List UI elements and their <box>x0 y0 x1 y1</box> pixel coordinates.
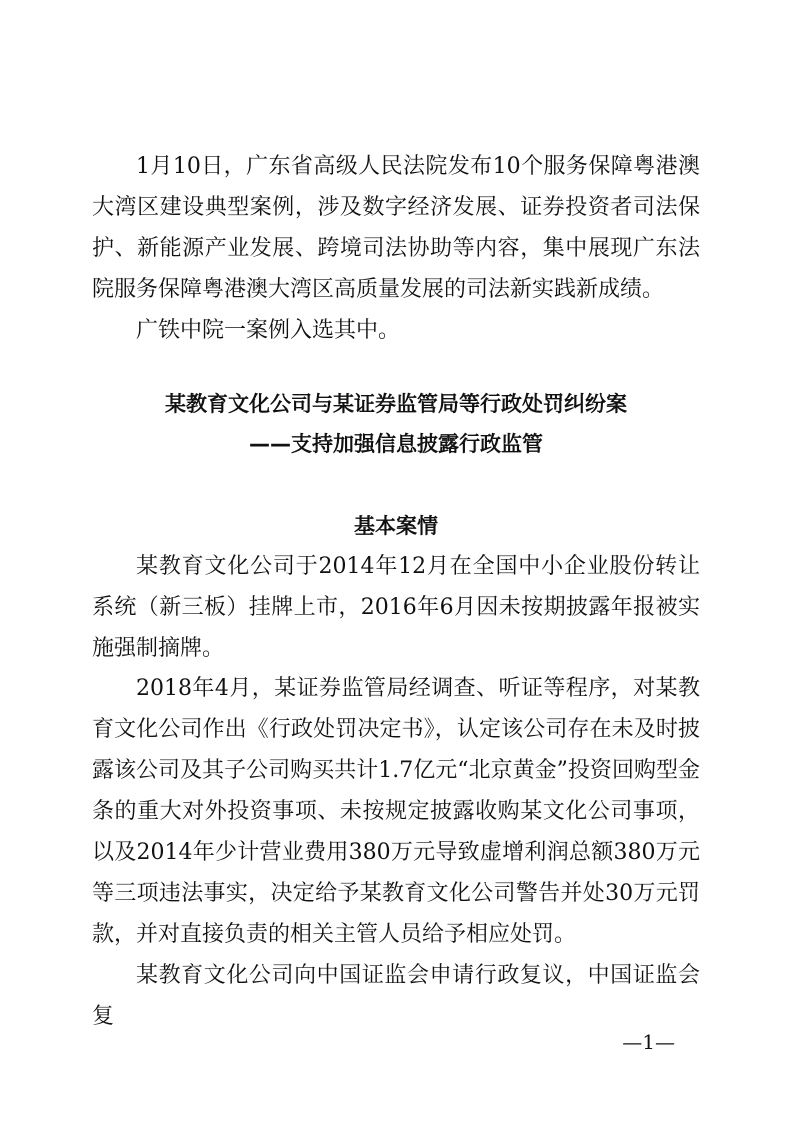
case-subtitle: ——支持加强信息披露行政监管 <box>249 432 543 456</box>
page-number: —1— <box>622 1030 675 1054</box>
body-paragraph-1: 某教育文化公司于2014年12月在全国中小企业股份转让系统（新三板）挂牌上市，2016年6月因未按期披露年报被实施强制摘牌。 <box>92 554 700 661</box>
intro-paragraph-1: 1月10日，广东省高级人民法院发布10个服务保障粤港澳大湾区建设典型案例，涉及数字经济发展、证券投资者司法保护、新能源产业发展、跨境司法协助等内容，集中展现广东法院服务保障粤港澳大湾区高质量发展的司法新实践新成绩。 <box>92 154 700 302</box>
intro-paragraph-2: 广铁中院一案例入选其中。 <box>136 318 401 343</box>
section-heading: 基本案情 <box>354 514 438 538</box>
case-title: 某教育文化公司与某证券监管局等行政处罚纠纷案 <box>165 392 627 416</box>
body-paragraph-2: 2018年4月，某证券监管局经调查、听证等程序，对某教育文化公司作出《行政处罚决定书》，认定该公司存在未及时披露该公司及其子公司购买共计1.7亿元“北京黄金”投资回购型金条的重大对外投资事项、未按规定披露收购某文化公司事项，以及2014年少计营业费用380万元导致虚增利润总额380万元等三项违法事实，决定给予某教育文化公司警告并处30万元罚款，并对直接负责的相关主管人员给予相应处罚。 <box>92 676 700 947</box>
body-paragraph-3: 某教育文化公司向中国证监会申请行政复议，中国证监会复 <box>92 963 700 1029</box>
